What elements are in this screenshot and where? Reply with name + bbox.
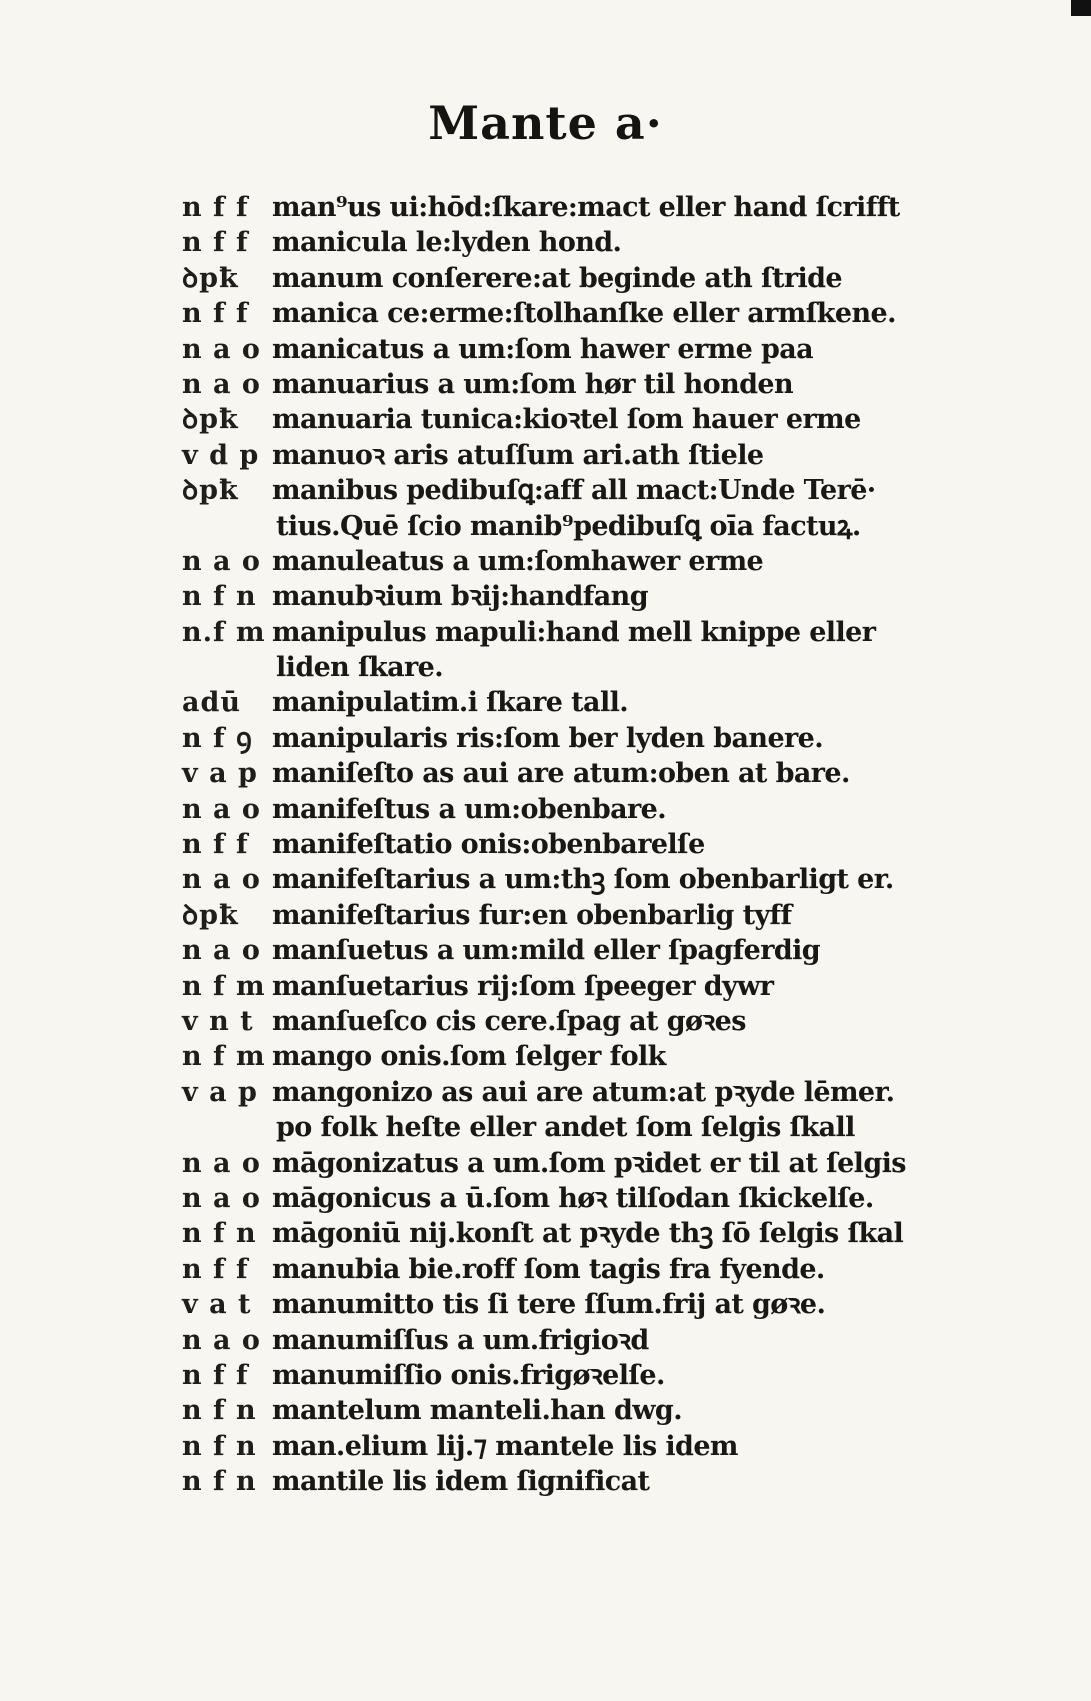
entry-text: manicula le:lyden hond. [272, 227, 622, 259]
scan-corner-mark [1071, 0, 1091, 16]
dictionary-entry [0, 332, 1091, 367]
entry-grammar-code: n f f [182, 829, 249, 861]
entry-grammar-code: adū [182, 687, 242, 719]
entry-grammar-code: n a o [182, 1324, 261, 1356]
running-head: Mante a· [428, 96, 663, 150]
dictionary-entry [0, 1039, 1091, 1074]
entry-grammar-code: v d p [182, 439, 260, 471]
entry-grammar-code: ꝺpꝁ [182, 899, 240, 931]
dictionary-entry [0, 1216, 1091, 1251]
dictionary-entry [0, 1429, 1091, 1464]
entry-text: manifeſtus a um:obenbare. [272, 793, 666, 825]
entry-text: manuleatus a um:ſomhawer erme [272, 545, 764, 577]
dictionary-entry [0, 473, 1091, 508]
entry-grammar-code: n f f [182, 192, 249, 223]
dictionary-entry [0, 1358, 1091, 1393]
entry-grammar-code: ꝺpꝁ [182, 262, 240, 294]
dictionary-entry [0, 862, 1091, 897]
entry-text: manuoꝛ aris atuſſum ari.ath ſtiele [272, 439, 764, 471]
dictionary-entry [0, 367, 1091, 402]
entry-grammar-code: v a t [182, 1289, 252, 1321]
entry-text: manſueſco cis cere.ſpag at gøꝛes [272, 1005, 746, 1037]
entry-text: manum conſerere:at beginde ath ſtride [272, 262, 843, 294]
entry-grammar-code: n f m [182, 970, 266, 1002]
dictionary-entry [0, 615, 1091, 650]
entry-grammar-code: ꝺpꝁ [182, 475, 240, 507]
entry-text: man⁹us ui:hōd:ſkare:mact eller hand ſcrifft [272, 192, 900, 223]
entry-grammar-code: n f ꝯ [182, 722, 253, 754]
entry-continuation-line [0, 1110, 1091, 1145]
entry-continuation-line [0, 650, 1091, 685]
entry-text: manuaria tunica:kioꝛtel ſom hauer erme [272, 404, 861, 436]
entry-text: manubia bie.roff ſom tagis fra fyende. [272, 1253, 825, 1285]
entry-text: manſuetus a um:mild eller ſpagferdig [272, 935, 821, 967]
entry-text: po folk heſte eller andet ſom ſelgis ſkall [276, 1112, 855, 1144]
entry-text: manumitto tis ſi tere ſſum.frij at gøꝛe. [272, 1289, 826, 1321]
entry-text: mantelum manteli.han dwg. [272, 1395, 683, 1427]
dictionary-entry [0, 438, 1091, 473]
entry-text: liden ſkare. [276, 652, 444, 684]
entry-text: manifeſtarius a um:thꝫ ſom obenbarligt er. [272, 864, 894, 896]
entry-text: manumiſſus a um.frigioꝛd [272, 1324, 649, 1356]
entry-text: māgoniū nij.konſt at pꝛyde thꝫ ſō ſelgis ſkal [272, 1218, 904, 1250]
entry-text: manumiſſio onis.frigøꝛelſe. [272, 1359, 665, 1391]
entry-grammar-code: n f n [182, 1395, 257, 1427]
entry-grammar-code: n a o [182, 368, 261, 400]
entry-text: māgonicus a ū.ſom høꝛ tilſodan ſkickelſe. [272, 1182, 874, 1214]
entry-grammar-code: n f n [182, 581, 257, 613]
dictionary-entry [0, 190, 1091, 225]
entry-grammar-code: n a o [182, 545, 261, 577]
dictionary-entry [0, 1323, 1091, 1358]
dictionary-entry [0, 1393, 1091, 1428]
entry-text: manibus pedibuſꝗ:aff all mact:Unde Terē· [272, 475, 876, 507]
dictionary-entry [0, 969, 1091, 1004]
entry-text: mangonizo as aui are atum:at pꝛyde lēmer. [272, 1076, 895, 1108]
entry-grammar-code: n f f [182, 298, 249, 330]
entry-grammar-code: n f f [182, 1253, 249, 1285]
dictionary-entry [0, 827, 1091, 862]
entry-text: man.elium lij.⁊ mantele lis idem [272, 1430, 738, 1462]
dictionary-entry [0, 296, 1091, 331]
entry-grammar-code: n f f [182, 1359, 249, 1391]
entry-text: manipularis ris:ſom ber lyden banere. [272, 722, 824, 754]
entry-grammar-code: n a o [182, 935, 261, 967]
entry-grammar-code: n a o [182, 1147, 261, 1179]
dictionary-entry [0, 1075, 1091, 1110]
entry-grammar-code: n f n [182, 1430, 257, 1462]
entry-text: māgonizatus a um.ſom pꝛidet er til at ſelgis [272, 1147, 906, 1179]
dictionary-entry [0, 1004, 1091, 1039]
entry-grammar-code: n a o [182, 1182, 261, 1214]
entry-grammar-code: n a o [182, 333, 261, 365]
dictionary-entry [0, 685, 1091, 720]
entry-text: tius.Quē ſcio manib⁹pedibuſꝗ oīa factuꝝ. [276, 510, 861, 542]
entry-grammar-code: n f f [182, 227, 249, 259]
entry-grammar-code: n f m [182, 1041, 266, 1073]
entry-grammar-code: n.f m [182, 616, 266, 648]
dictionary-entry [0, 1146, 1091, 1181]
dictionary-entry [0, 402, 1091, 437]
entry-grammar-code: n f n [182, 1466, 257, 1498]
dictionary-entry [0, 1181, 1091, 1216]
dictionary-entry [0, 225, 1091, 260]
dictionary-entry [0, 261, 1091, 296]
entry-text: manica ce:erme:ſtolhanſke eller armſkene. [272, 298, 896, 330]
dictionary-entry [0, 1287, 1091, 1322]
entry-text: mango onis.ſom ſelger folk [272, 1041, 666, 1073]
dictionary-entry [0, 1464, 1091, 1499]
entry-grammar-code: v a p [182, 1076, 258, 1108]
entry-text: manſuetarius rij:ſom ſpeeger dywr [272, 970, 774, 1002]
entry-grammar-code: n f n [182, 1218, 257, 1250]
entry-text: manipulatim.i ſkare tall. [272, 687, 629, 719]
entry-text: maniſeſto as aui are atum:oben at bare. [272, 758, 850, 790]
entry-text: manipulus mapuli:hand mell knippe eller [272, 616, 876, 648]
entry-text: mantile lis idem ſignificat [272, 1466, 650, 1498]
dictionary-entry [0, 721, 1091, 756]
entry-text: manifeſtatio onis:obenbarelſe [272, 829, 705, 861]
entry-grammar-code: n a o [182, 864, 261, 896]
dictionary-entry [0, 792, 1091, 827]
dictionary-entries [0, 190, 1091, 1499]
entry-text: manubꝛium bꝛij:handfang [272, 581, 648, 613]
entry-text: manifeſtarius fur:en obenbarlig tyff [272, 899, 792, 931]
dictionary-entry [0, 544, 1091, 579]
dictionary-entry [0, 898, 1091, 933]
dictionary-entry [0, 933, 1091, 968]
entry-grammar-code: v n t [182, 1005, 254, 1037]
entry-continuation-line [0, 509, 1091, 544]
dictionary-entry [0, 756, 1091, 791]
entry-grammar-code: ꝺpꝁ [182, 404, 240, 436]
entry-grammar-code: v a p [182, 758, 258, 790]
entry-grammar-code: n a o [182, 793, 261, 825]
entry-text: manicatus a um:ſom hawer erme paa [272, 333, 814, 365]
dictionary-entry [0, 1252, 1091, 1287]
dictionary-entry [0, 579, 1091, 614]
entry-text: manuarius a um:ſom hør til honden [272, 368, 793, 400]
